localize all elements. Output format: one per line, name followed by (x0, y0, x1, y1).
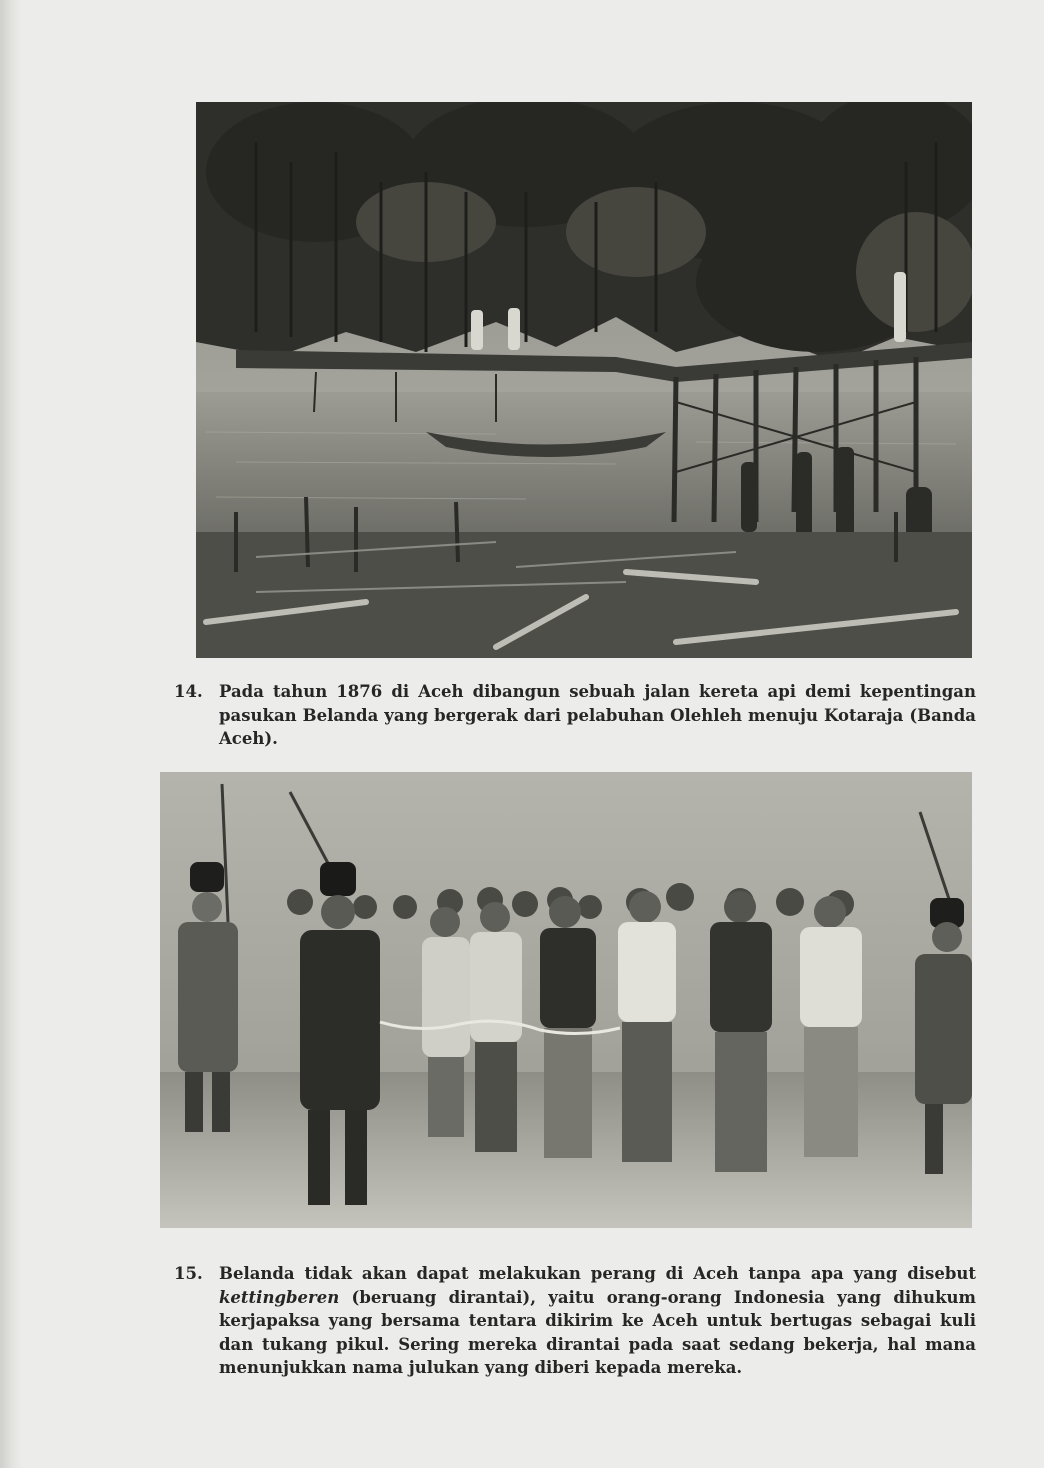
prisoners-photo-illustration (160, 772, 972, 1228)
caption-text (219, 1262, 976, 1380)
caption-number: 15. (174, 1264, 203, 1283)
caption-number: 14. (174, 682, 203, 701)
photo-chained-prisoners (160, 772, 972, 1228)
book-spine-shadow (0, 0, 22, 1468)
caption-text-part1: Belanda tidak akan dapat melakukan perang di Aceh tanpa apa yang disebut (219, 1264, 976, 1283)
caption-italic-term: kettingberen (219, 1287, 340, 1307)
railway-photo-illustration (196, 102, 972, 658)
photo-caption-15 (176, 1262, 976, 1380)
caption-text-part2: (beruang dirantai), yaitu orang-orang Indonesia yang dihukum kerjapaksa yang bersama tentara dikirim ke Aceh untuk bertugas sebagai kuli dan tukang pikul. Sering mereka dirantai pada saat sedang bekerja, hal mana menunjukkan nama julukan yang diberi kepada mereka. (219, 1287, 976, 1377)
caption-text: Pada tahun 1876 di Aceh dibangun sebuah jalan kereta api demi kepentingan pasukan Belanda yang bergerak dari pelabuhan Olehleh menuju Kotaraja (Banda Aceh). (219, 682, 976, 748)
photo-caption-14 (176, 680, 976, 751)
photo-railway-construction (196, 102, 972, 658)
